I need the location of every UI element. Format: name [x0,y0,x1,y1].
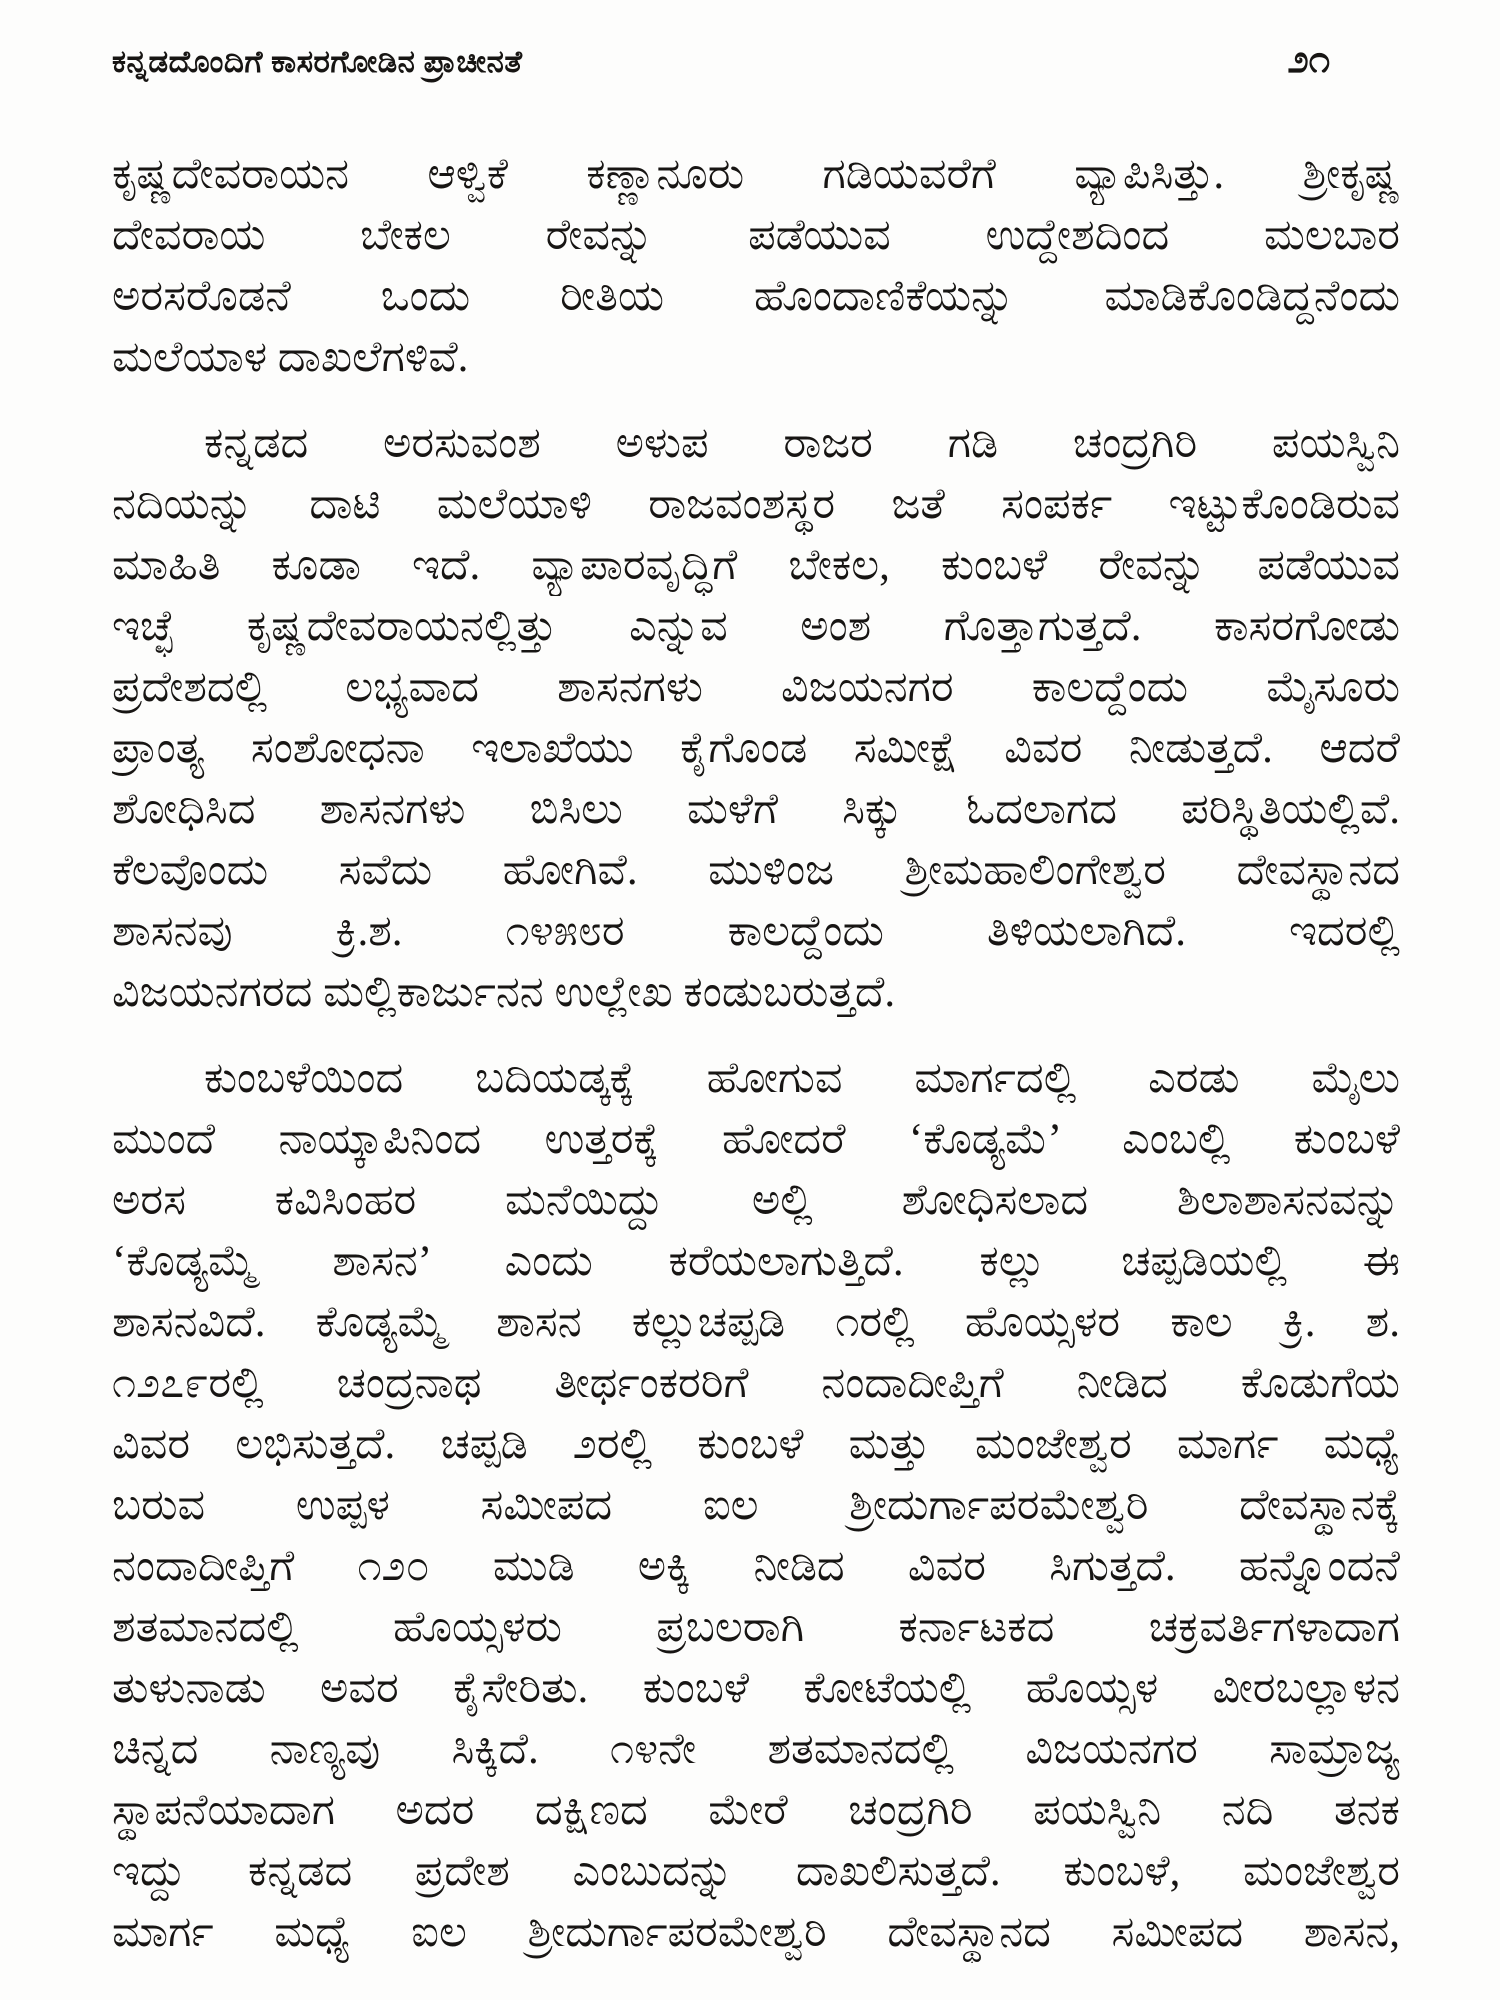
text-line: ಶಾಸನವು ಕ್ರಿ.ಶ. ೧೪೫೮ರ ಕಾಲದ್ದೆಂದು ತಿಳಿಯಲಾಗಿದೆ. ಇದರಲ್ಲಿ [112,908,1400,955]
paragraph-1 [112,144,1400,388]
text-line: ಇಚ್ಛೆ ಕೃಷ್ಣದೇವರಾಯನಲ್ಲಿತ್ತು ಎನ್ನುವ ಅಂಶ ಗೊತ್ತಾಗುತ್ತದೆ. ಕಾಸರಗೋಡು [112,603,1400,650]
text-line: ಕೆಲವೊಂದು ಸವೆದು ಹೋಗಿವೆ. ಮುಳಿಂಜ ಶ್ರೀಮಹಾಲಿಂಗೇಶ್ವರ ದೇವಸ್ಥಾನದ [112,847,1400,894]
text-line: ಅರಸರೊಡನೆ ಒಂದು ರೀತಿಯ ಹೊಂದಾಣಿಕೆಯನ್ನು ಮಾಡಿಕೊಂಡಿದ್ದನೆಂದು [112,273,1400,320]
text-line: ನಂದಾದೀಪ್ತಿಗೆ ೧೨೦ ಮುಡಿ ಅಕ್ಕಿ ನೀಡಿದ ವಿವರ ಸಿಗುತ್ತದೆ. ಹನ್ನೊಂದನೆ [112,1543,1400,1590]
text-line: ಅರಸ ಕವಿಸಿಂಹರ ಮನೆಯಿದ್ದು ಅಲ್ಲಿ ಶೋಧಿಸಲಾದ ಶಿಲಾಶಾಸನವನ್ನು [112,1177,1400,1224]
text-line: ಕೃಷ್ಣದೇವರಾಯನ ಆಳ್ವಿಕೆ ಕಣ್ಣಾನೂರು ಗಡಿಯವರೆಗೆ ವ್ಯಾಪಿಸಿತ್ತು. ಶ್ರೀಕೃಷ್ಣ [112,151,1400,198]
text-line: ಸ್ಥಾಪನೆಯಾದಾಗ ಅದರ ದಕ್ಷಿಣದ ಮೇರೆ ಚಂದ್ರಗಿರಿ ಪಯಸ್ವಿನಿ ನದಿ ತನಕ [112,1787,1400,1834]
text-line: ಮಾಹಿತಿ ಕೂಡಾ ಇದೆ. ವ್ಯಾಪಾರವೃದ್ಧಿಗೆ ಬೇಕಲ, ಕುಂಬಳೆ ರೇವನ್ನು ಪಡೆಯುವ [112,542,1400,589]
text-line: ಇದ್ದು ಕನ್ನಡದ ಪ್ರದೇಶ ಎಂಬುದನ್ನು ದಾಖಲಿಸುತ್ತದೆ. ಕುಂಬಳೆ, ಮಂಜೇಶ್ವರ [112,1848,1400,1895]
text-line: ಪ್ರಾಂತ್ಯ ಸಂಶೋಧನಾ ಇಲಾಖೆಯು ಕೈಗೊಂಡ ಸಮೀಕ್ಷೆ ವಿವರ ನೀಡುತ್ತದೆ. ಆದರೆ [112,725,1400,772]
running-header [112,38,1400,82]
text-line: ಕನ್ನಡದ ಅರಸುವಂಶ ಅಳುಪ ರಾಜರ ಗಡಿ ಚಂದ್ರಗಿರಿ ಪಯಸ್ವಿನಿ [204,420,1400,467]
paragraph-3 [112,1048,1400,1963]
text-line: ನದಿಯನ್ನು ದಾಟಿ ಮಲೆಯಾಳಿ ರಾಜವಂಶಸ್ಥರ ಜತೆ ಸಂಪರ್ಕ ಇಟ್ಟುಕೊಂಡಿರುವ [112,481,1400,528]
text-line: ಮಲೆಯಾಳ ದಾಖಲೆಗಳಿವೆ. [112,334,469,381]
text-line: ಬರುವ ಉಪ್ಪಳ ಸಮೀಪದ ಐಲ ಶ್ರೀದುರ್ಗಾಪರಮೇಶ್ವರಿ ದೇವಸ್ಥಾನಕ್ಕೆ [112,1482,1400,1529]
paragraph-2 [112,413,1400,1023]
text-line: ಶತಮಾನದಲ್ಲಿ ಹೊಯ್ಸಳರು ಪ್ರಬಲರಾಗಿ ಕರ್ನಾಟಕದ ಚಕ್ರವರ್ತಿಗಳಾದಾಗ [112,1604,1400,1651]
text-line: ಮಾರ್ಗ ಮಧ್ಯೆ ಐಲ ಶ್ರೀದುರ್ಗಾಪರಮೇಶ್ವರಿ ದೇವಸ್ಥಾನದ ಸಮೀಪದ ಶಾಸನ, [112,1909,1400,1956]
running-header-title: ಕನ್ನಡದೊಂದಿಗೆ ಕಾಸರಗೋಡಿನ ಪ್ರಾಚೀನತೆ [112,44,523,79]
text-line: ಚಿನ್ನದ ನಾಣ್ಯವು ಸಿಕ್ಕಿದೆ. ೧೪ನೇ ಶತಮಾನದಲ್ಲಿ ವಿಜಯನಗರ ಸಾಮ್ರಾಜ್ಯ [112,1726,1400,1773]
text-line: ಪ್ರದೇಶದಲ್ಲಿ ಲಭ್ಯವಾದ ಶಾಸನಗಳು ವಿಜಯನಗರ ಕಾಲದ್ದೆಂದು ಮೈಸೂರು [112,664,1400,711]
text-line: ವಿಜಯನಗರದ ಮಲ್ಲಿಕಾರ್ಜುನನ ಉಲ್ಲೇಖ ಕಂಡುಬರುತ್ತದೆ. [112,969,896,1016]
text-line: ದೇವರಾಯ ಬೇಕಲ ರೇವನ್ನು ಪಡೆಯುವ ಉದ್ದೇಶದಿಂದ ಮಲಬಾರ [112,212,1400,259]
page-number: ೨೧ [1287,39,1330,81]
text-line: ಮುಂದೆ ನಾಯ್ಕಾಪಿನಿಂದ ಉತ್ತರಕ್ಕೆ ಹೋದರೆ ‘ಕೊಡ್ಯಮೆ’ ಎಂಬಲ್ಲಿ ಕುಂಬಳೆ [112,1116,1400,1163]
text-line: ವಿವರ ಲಭಿಸುತ್ತದೆ. ಚಪ್ಪಡಿ ೨ರಲ್ಲಿ ಕುಂಬಳೆ ಮತ್ತು ಮಂಜೇಶ್ವರ ಮಾರ್ಗ ಮಧ್ಯೆ [112,1421,1400,1468]
text-line: ಶೋಧಿಸಿದ ಶಾಸನಗಳು ಬಿಸಿಲು ಮಳೆಗೆ ಸಿಕ್ಕು ಓದಲಾಗದ ಪರಿಸ್ಥಿತಿಯಲ್ಲಿವೆ. [112,786,1400,833]
text-line: ೧೨೭೯ರಲ್ಲಿ ಚಂದ್ರನಾಥ ತೀರ್ಥಂಕರರಿಗೆ ನಂದಾದೀಪ್ತಿಗೆ ನೀಡಿದ ಕೊಡುಗೆಯ [112,1360,1400,1407]
text-line: ಶಾಸನವಿದೆ. ಕೊಡ್ಯಮ್ಮೆ ಶಾಸನ ಕಲ್ಲುಚಪ್ಪಡಿ ೧ರಲ್ಲಿ ಹೊಯ್ಸಳರ ಕಾಲ ಕ್ರಿ. ಶ. [112,1299,1400,1346]
text-line: ‘ಕೊಡ್ಯಮ್ಮೆ ಶಾಸನ’ ಎಂದು ಕರೆಯಲಾಗುತ್ತಿದೆ. ಕಲ್ಲು ಚಪ್ಪಡಿಯಲ್ಲಿ ಈ [112,1238,1400,1285]
text-line: ತುಳುನಾಡು ಅವರ ಕೈಸೇರಿತು. ಕುಂಬಳೆ ಕೋಟೆಯಲ್ಲಿ ಹೊಯ್ಸಳ ವೀರಬಲ್ಲಾಳನ [112,1665,1400,1712]
text-line: ಕುಂಬಳೆಯಿಂದ ಬದಿಯಡ್ಕಕ್ಕೆ ಹೋಗುವ ಮಾರ್ಗದಲ್ಲಿ ಎರಡು ಮೈಲು [204,1055,1400,1102]
page-body [112,144,1400,1963]
